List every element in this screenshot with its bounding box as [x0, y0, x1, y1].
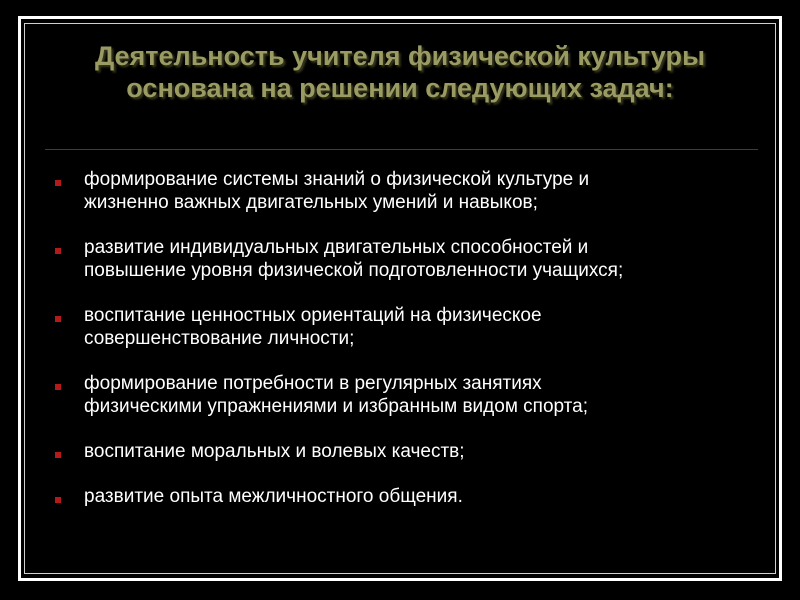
list-item-line-2: физическими упражнениями и избранным видом спорта;: [84, 396, 589, 417]
bullet-square-icon: [55, 452, 61, 458]
slide-title: [40, 40, 760, 104]
list-item: [52, 168, 752, 214]
list-item: [52, 236, 752, 282]
list-item-line-2: повышение уровня физической подготовленности учащихся;: [84, 260, 624, 281]
list-item-line-1: воспитание ценностных ориентаций на физическое: [84, 305, 542, 326]
list-item-line-2: жизненно важных двигательных умений и навыков;: [84, 192, 538, 213]
slide-title-line-2: основана на решении следующих задач:: [126, 73, 674, 103]
list-item-line-1: развитие индивидуальных двигательных способностей и: [84, 237, 589, 258]
list-item-line-2: совершенствование личности;: [84, 328, 355, 349]
bullet-square-icon: [55, 248, 61, 254]
slide-title-line-1: Деятельность учителя физической культуры: [94, 41, 706, 71]
list-item: [52, 304, 752, 350]
title-divider: [45, 149, 758, 150]
bullet-square-icon: [55, 384, 61, 390]
list-item: [52, 440, 752, 463]
bullet-square-icon: [55, 180, 61, 186]
bullet-square-icon: [55, 316, 61, 322]
list-item-line-1: развитие опыта межличностного общения.: [84, 486, 463, 507]
list-item-line-1: формирование потребности в регулярных занятиях: [84, 373, 542, 394]
list-item-line-1: формирование системы знаний о физической культуре и: [84, 169, 590, 190]
list-item: [52, 372, 752, 418]
list-item: [52, 485, 752, 508]
bullet-square-icon: [55, 497, 61, 503]
list-item-line-1: воспитание моральных и волевых качеств;: [84, 441, 465, 462]
tasks-list: [52, 168, 752, 530]
